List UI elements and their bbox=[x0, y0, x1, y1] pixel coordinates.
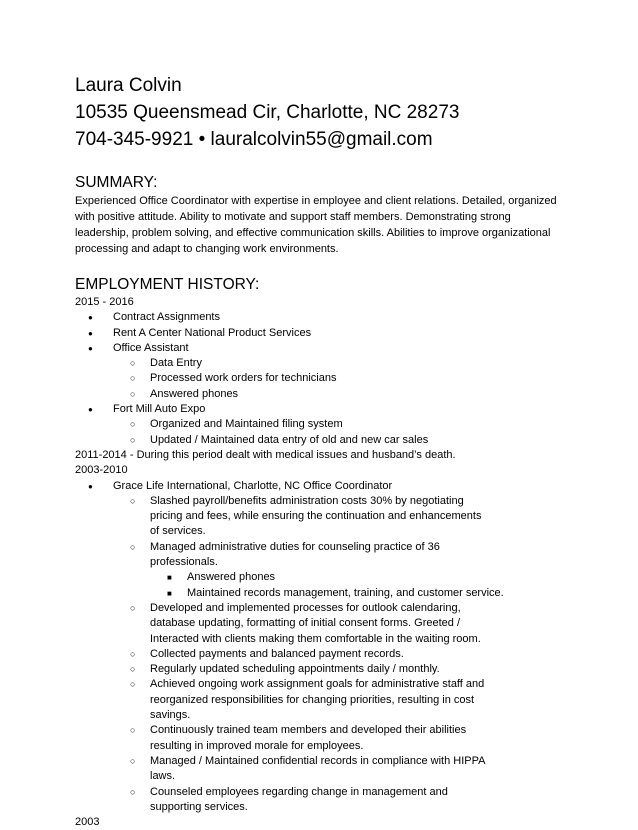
summary-text: Experienced Office Coordinator with expertise in employee and client relations. Detailed, organized with positive attitude. Ability to motivate and support staff members. Demonstrating strong leadership, problem solving, and effective communication skills. Abilities to improve organizational processing and adapt to changing work environments. bbox=[75, 195, 557, 255]
fort-mill-tasks bbox=[75, 417, 575, 448]
list-item: ● Rent A Center National Product Services bbox=[75, 326, 575, 341]
list-item: ○ Processed work orders for technicians bbox=[75, 371, 575, 386]
list-item: ○ Managed administrative duties for counseling practice of 36 professionals. bbox=[75, 540, 490, 571]
job-list-fort-mill bbox=[75, 402, 575, 417]
period-2015-2016: 2015 - 2016 bbox=[75, 296, 134, 308]
list-item: ○ Counseled employees regarding change in management and supporting services. bbox=[75, 785, 490, 816]
list-item: ○ Updated / Maintained data entry of old and new car sales bbox=[75, 433, 575, 448]
job-list-2015 bbox=[75, 310, 575, 356]
employment-heading: EMPLOYMENT HISTORY: bbox=[75, 276, 260, 293]
list-item: ○ Answered phones bbox=[75, 387, 575, 402]
list-item: ■ Maintained records management, training, and customer service. bbox=[75, 586, 575, 601]
list-item: ○ Continuously trained team members and developed their abilities resulting in improved morale for employees. bbox=[75, 723, 490, 754]
candidate-address: 10535 Queensmead Cir, Charlotte, NC 28273 bbox=[75, 102, 460, 123]
list-item: ○ Data Entry bbox=[75, 356, 575, 371]
grace-life-tasks-b bbox=[75, 601, 490, 815]
list-item: ○ Developed and implemented processes for outlook calendaring, database updating, formatting of initial consent forms. Greeted / Interacted with clients making them comfortable in the waiting room. bbox=[75, 601, 490, 647]
list-item: ● Fort Mill Auto Expo bbox=[75, 402, 575, 417]
list-item: ● Contract Assignments bbox=[75, 310, 575, 325]
grace-life-subtasks bbox=[75, 570, 575, 601]
list-item: ○ Managed / Maintained confidential records in compliance with HIPPA laws. bbox=[75, 754, 490, 785]
list-item: ● Grace Life International, Charlotte, NC Office Coordinator bbox=[75, 479, 575, 494]
resume-page bbox=[75, 72, 575, 830]
list-item: ● Office Assistant bbox=[75, 341, 575, 356]
candidate-contact: 704-345-9921 • lauralcolvin55@gmail.com bbox=[75, 129, 433, 150]
summary-heading: SUMMARY: bbox=[75, 174, 158, 191]
grace-life-tasks-a bbox=[75, 494, 490, 570]
period-2003: 2003 bbox=[75, 816, 100, 829]
list-item: ○ Achieved ongoing work assignment goals for administrative staff and reorganized responsibilities for changing priorities, resulting in cost savings. bbox=[75, 677, 490, 723]
job-list-grace-life bbox=[75, 479, 575, 494]
list-item: ○ Collected payments and balanced payment records. bbox=[75, 647, 490, 662]
gap-note: 2011-2014 - During this period dealt with medical issues and husband’s death. bbox=[75, 448, 456, 461]
office-assistant-tasks bbox=[75, 356, 575, 402]
list-item: ■ Answered phones bbox=[75, 570, 575, 585]
list-item: ○ Organized and Maintained filing system bbox=[75, 417, 575, 432]
list-item: ○ Slashed payroll/benefits administration costs 30% by negotiating pricing and fees, while ensuring the continuation and enhancements of services. bbox=[75, 494, 490, 540]
period-2003-2010: 2003-2010 bbox=[75, 464, 128, 477]
list-item: ○ Regularly updated scheduling appointments daily / monthly. bbox=[75, 662, 490, 677]
candidate-name: Laura Colvin bbox=[75, 75, 182, 96]
